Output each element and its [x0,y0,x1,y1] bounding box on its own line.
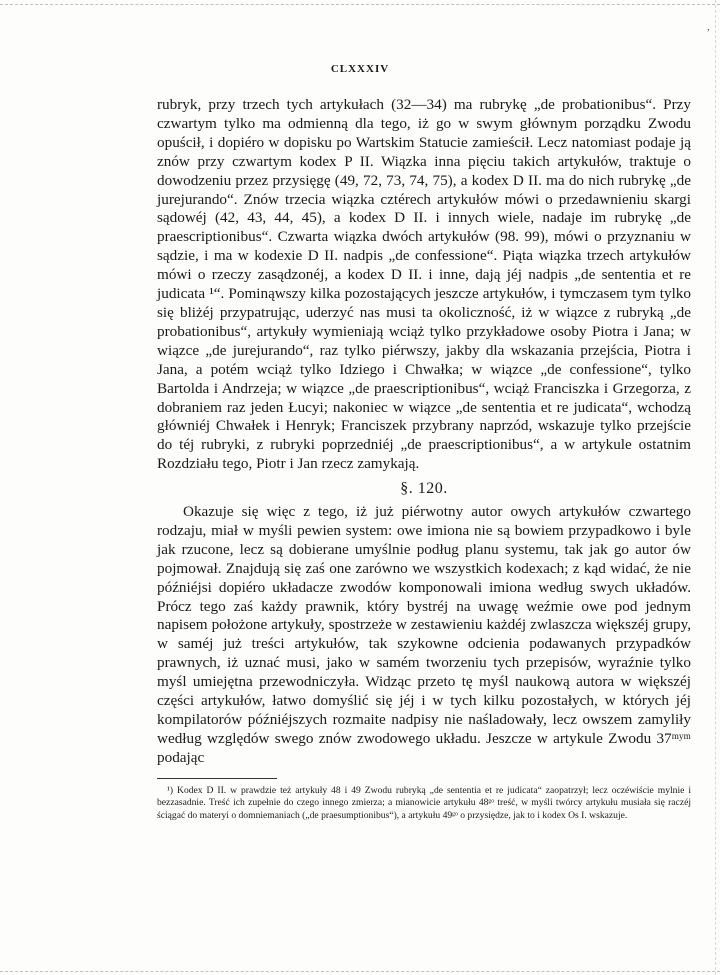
body-text [157,96,691,823]
footnote-divider [157,778,277,779]
page-number: CLXXXIV [330,63,390,75]
scan-bottom-edge [0,971,720,972]
paragraph-2: Okazuje się więc z tego, iż już piérwotny autor owych artykułów czwartego rodzaju, miał w myśli pewien system: owe imiona nie są bowiem przypadkowo i byle jak rzucone, lecz są dobierane umyślnie podług planu systemu, tak jak go autor ów pojmował. Znajdują się zaś one zarówno we wszystkich kodexach; z kąd widać, że nie późniéjsi dopiéro układacze zwodów komponowali imiona według swych układów. Prócz tego zaś każdy prawnik, który bystréj na uwagę weźmie owe pod jednym napisem położone artykuły, spostrzeże w zestawieniu każdéj zwlaszcza większéj grupy, w saméj już treści artykułów, tak szykowne odcienia podawanych przypadków prawnych, iż uznać musi, jako w samém tworzeniu tych przepisów, wyraźnie tylko myśl umiejętna przewodniczyła. Widząc przeto tę myśl naukową autora w większéj części artykułów, łatwo domyślić się jéj i w tych kilku pozostałych, w których jéj kompilatorów późniéjszych rozmaite nadpisy nie naśladowały, lecz owszem zamyliły według względów swego znów zwodowego układu. Jeszcze w artykule Zwodu 37ᵐʸᵐ podając [157,503,691,766]
footnote-1: ¹) Kodex D II. w prawdzie też artykuły 48 i 49 Zwodu rubryką „de sententia et re judicata“ zaopatrzył; lecz oczéwiście mylnie i bezzasadnie. Treść ich zupełnie do czego innego zmierza; a mianowicie artykułu 48ᵍᵒ treść, w myśli twórcy artykułu musiała się raczéj ściągać do materyi o domniemaniach („de praesumptionibus“), a artykułu 49ᵍᵒ o przysiędze, jak to i kodex Os I. wskazuje. [157,784,691,821]
paragraph-1: rubryk, przy trzech tych artykułach (32—34) ma rubrykę „de probationibus“. Przy czwartym tylko ma odmienną dla tego, iż go w swym głównym porządku Zwodu opuścił, i dopiéro w dopisku po Wartskim Statucie zamieścił. Lecz natomiast podaje ją znów przy czwartym kodex P II. Wiązka inna pięciu takich artykułów, traktuje o dowodzeniu przez przysięgę (49, 72, 73, 74, 75), a kodex D II. ma do nich rubrykę „de jurejurando“. Znów trzecia wiązka cztérech artykułów mówi o przedawnieniu skargi sądowéj (42, 43, 44, 45), a kodex D II. i innych wiele, nadaje im rubrykę „de praescriptionibus“. Czwarta wiązka dwóch artykułów (98. 99), mówi o przyznaniu w sądzie, i ma w kodexie D II. nadpis „de confessione“. Piąta wiązka trzech artykułów mówi o rzeczy zasądzonéj, a kodex D II. i inne, dają jéj nadpis „de sententia et re judicata ¹“. Pominąwszy kilka pozostających jeszcze artykułów, i tymczasem tym tylko się bliżéj przypatrując, uderzyć nas musi ta okoliczność, iż w wiązce z rubryką „de probationibus“, artykuły wymieniają wciąż tylko przykładowe osoby Piotra i Jana; w wiązce „de jurejurando“, raz tylko piérwszy, jakby dla wskazania przejścia, Piotra i Jana, a potém wciąż tylko Idziego i Chwałka; w wiązce „de confessione“, tylko Bartolda i Andrzeja; w wiązce „de praescriptionibus“, wciąż Franciszka i Grzegorza, z dobraniem raz jeden Łucyi; nakoniec w wiązce „de sententia et re judicata“, wchodzą główniéj Chwałek i Henryk; Franciszek przybrany naprzód, wskazuje tylko przejście do téj rubryki, z rubryki poprzedniéj „de praescriptionibus“, a w artykule ostatnim Rozdziału tego, Piotr i Jan rzecz zamykają. [157,96,691,473]
scan-right-edge [715,0,716,975]
footnotes [157,785,691,823]
corner-mark: ’ [706,28,710,39]
scan-top-edge [0,4,720,5]
section-heading: §. 120. [400,480,448,498]
